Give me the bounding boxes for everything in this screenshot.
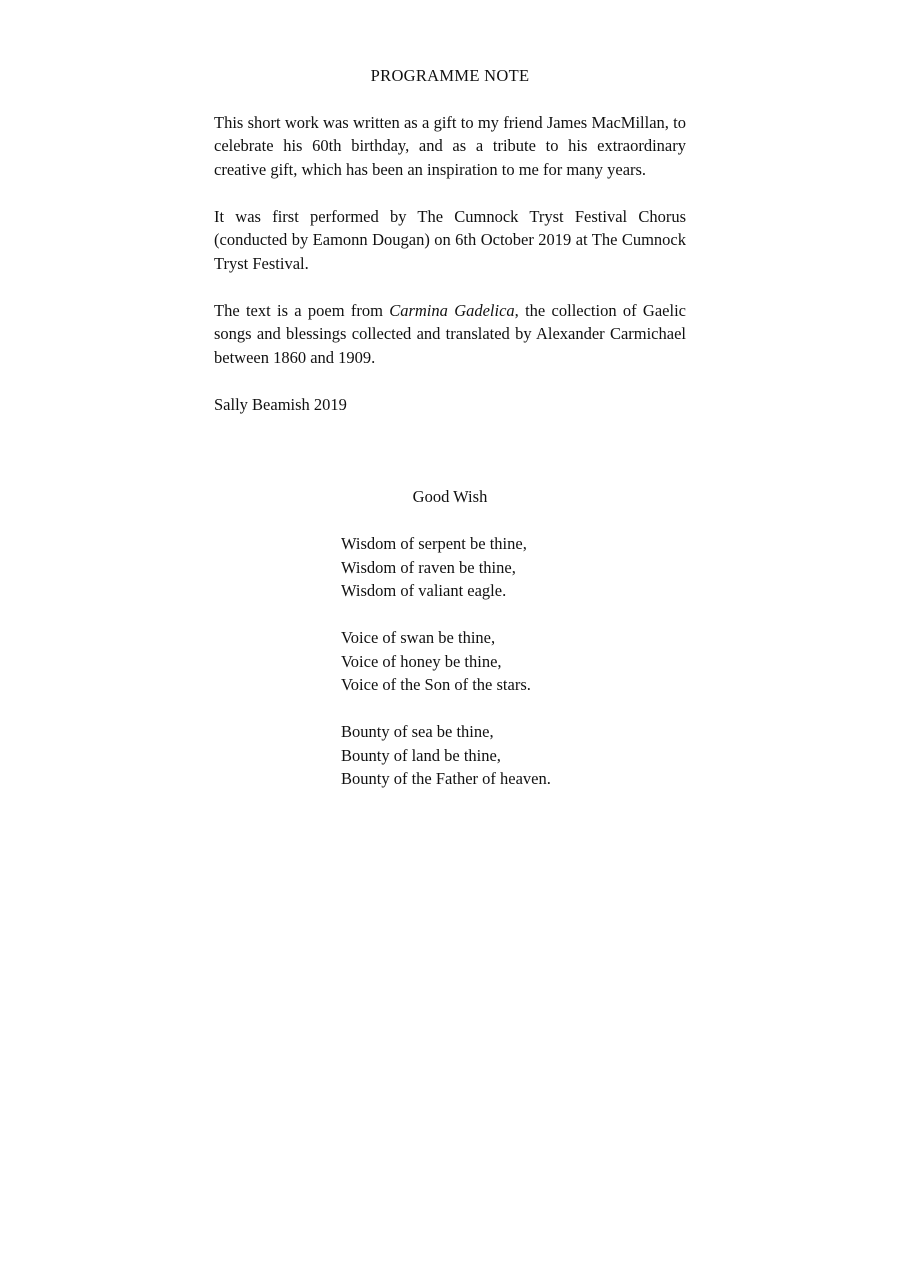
poem-title: Good Wish [412,487,488,506]
poem-body [341,532,661,814]
note-signature: Sally Beamish 2019 [214,394,347,414]
note-paragraph-text-source [214,299,686,370]
poem-line: Voice of honey be thine, [341,651,502,671]
poem-line: Wisdom of valiant eagle. [341,581,507,600]
poem-stanza-1 [341,532,661,603]
poem-line: Wisdom of raven be thine, [341,557,516,577]
programme-note [214,64,686,440]
poem-line: Voice of swan be thine, [341,628,496,647]
note-paragraph-dedication: This short work was written as a gift to my friend James MacMillan, to celebrate his 60th birthday, and as a tribute to his extraordinary creative gift, which has been an inspiration to me for many years. [214,112,686,179]
poem-line: Wisdom of serpent be thine, [341,534,527,553]
text-source-title: Carmina Gadelica [389,300,515,320]
note-paragraph-premiere: It was first performed by The Cumnock Tryst Festival Chorus (conducted by Eamonn Dougan) on 6th October 2019 at The Cumnock Tryst Festival. [214,206,686,273]
poem-line: Voice of the Son of the stars. [341,675,531,694]
poem-stanza-3 [341,720,661,791]
poem-line: Bounty of sea be thine, [341,722,494,741]
programme-note-title: PROGRAMME NOTE [370,66,530,85]
poem-stanza-2 [341,626,661,697]
poem-line: Bounty of land be thine, [341,745,501,765]
poem-line: Bounty of the Father of heaven. [341,769,551,788]
text-source-rest: , the collection of Gaelic songs and blessings collected and translated by Alexander Carmichael between 1860 and 1909. [214,300,686,367]
text-source-lead: The text is a poem from [214,300,390,320]
